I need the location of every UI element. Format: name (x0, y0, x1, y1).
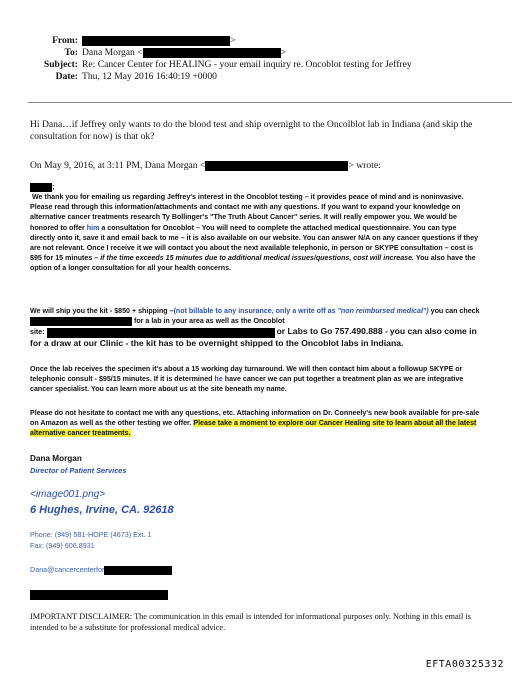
highlighted-text: Please take a moment to explore our Cancer Healing site to learn about all the latest alternative cancer treatments. (30, 419, 477, 438)
redaction-site-link (47, 328, 275, 338)
redaction-to (143, 48, 281, 58)
pronoun-him: him (86, 223, 100, 232)
redaction-from (82, 36, 230, 46)
to-label: To: (64, 47, 78, 58)
body-paragraph-4: Please do not hesitate to contact me with any questions, etc. Attaching information on Dr. Conneely's new book available for pre-sale on Amazon as well as the other testing we offer. Please take a moment to explore our Cancer Healing site to learn about all the latest alternative cancer treatments. (30, 409, 480, 438)
signature-email[interactable]: Dana@cancercenterfor (30, 565, 482, 575)
from-suffix: > (230, 35, 236, 46)
signature-name: Dana Morgan (30, 454, 82, 463)
header-divider (28, 102, 512, 103)
redaction-website (30, 590, 168, 600)
signature-redacted-line (30, 586, 482, 604)
redaction-lab-link (30, 317, 132, 326)
disclaimer: IMPORTANT DISCLAIMER: The communication in this email is intended for informational purposes only. Nothing in this email is intended to be a substitute for professional medical advice. (30, 612, 471, 632)
subject-label: Subject: (43, 59, 78, 70)
body-paragraph-2: We will ship you the kit - $850 + shipping –(not billable to any insurance, only a write off as "non reimbursed medical") you can check for a lab in your area as well as the Oncoblot site: or Labs to Go 757.490.888 - you can also come in for a draw at our Clinic - the kit has to be overnight shipped to the Oncoblot labs in Indiana. (30, 307, 480, 348)
subject-value: Re: Cancer Center for HEALING - your email inquiry re. Oncoblot testing for Jeffrey (82, 59, 412, 70)
quote-intro: On May 9, 2016, at 3:11 PM, Dana Morgan < > wrote: (30, 160, 381, 171)
body-paragraph-3: Once the lab receives the specimen it's about a 15 working day turnaround. We will then contact him about a followup SKYPE or telephonic consult - $95/15 minutes. If it is determined he have cancer we can put together a treatment plan as we are integrative cancer specialist. You can learn more about us at the site beneath my name. (30, 365, 464, 394)
body-paragraph-1: We thank you for emailing us regarding Jeffrey's interest in the Oncoblot testing – it provides peace of mind and is noninvasive. Please read through this information/attachments and contact me with any questions. If you want to expand your knowledge on alternative cancer treatments research Ty Bollinger's "The Truth About Cancer" series. It will really empower you. We would be honored to offer him a consultation for Oncoblot – You will need to complete the attached medical questionnaire. You can type directly onto it, save it and email back to me – it is also available on our website. You can answer N/A on any cancer questions if they are not relevant. Once I receive it we will contact you about the next available telephonic, in person or SKYPE consultation – cost is $95 for 15 minutes – if the time exceeds 15 minutes due to additional medical issues/questions, cost will increase. You also have the option of a longer consultation for all your health concerns. (30, 193, 479, 273)
to-value: Dana Morgan < (82, 47, 143, 58)
redaction-email-domain (104, 566, 172, 575)
date-label: Date: (55, 71, 78, 82)
date-value: Thu, 12 May 2016 16:40:19 +0000 (82, 71, 217, 82)
signature-title: Director of Patient Services (30, 466, 127, 475)
pronoun-he: he (214, 375, 223, 384)
signature-image-ref: <image001.png> (30, 489, 106, 500)
signature-fax: Fax: (949) 606.8931 (30, 541, 95, 550)
greeting: ; (30, 182, 482, 192)
from-label: From: (52, 35, 78, 46)
redaction-quote-email (205, 161, 348, 171)
signature-phone: Phone: (949) 581-HOPE (4673) Ext. 1 (30, 530, 152, 539)
document-id: EFTA00325332 (425, 659, 504, 670)
signature-address: 6 Hughes, Irvine, CA. 92618 (30, 504, 174, 516)
reply-text: Hi Dana…if Jeffrey only wants to do the blood test and ship overnight to the Oncolblot lab in Indiana (and skip the consultation for now) is that ok? (30, 119, 473, 142)
to-suffix: > (280, 47, 287, 58)
redaction-greeting-name (30, 183, 52, 192)
